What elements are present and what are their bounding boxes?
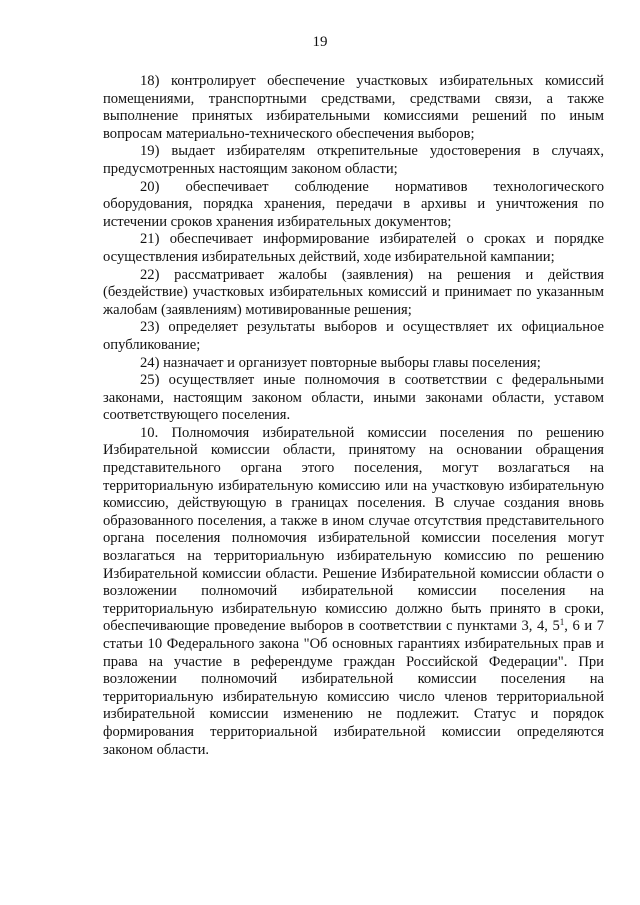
page-number: 19: [312, 34, 328, 50]
paragraph-item-25: 25) осуществляет иные полномочия в соответствии с федеральными законами, настоящим законом области, иными законами области, уставом соответствующего поселения.: [103, 372, 604, 424]
paragraph-item-18: 18) контролирует обеспечение участковых избирательных комиссий помещениями, транспортными средствами, средствами связи, а также выполнение принятых избирательными комиссиями решений по иным вопросам материально-технического обеспечения выборов;: [103, 73, 604, 142]
paragraph-item-21: 21) обеспечивает информирование избирателей о сроках и порядке осуществления избирательных действий, ходе избирательной кампании;: [103, 231, 604, 265]
paragraph-item-19: 19) выдает избирателям открепительные удостоверения в случаях, предусмотренных настоящим законом области;: [103, 143, 604, 177]
article-10-text-part2: , 6 и 7 статьи 10 Федерального закона "Об основных гарантиях избирательных прав и права на участие в референдуме граждан Российской Федерации". При возложении полномочий избирательной комиссии поселения на территориальную избирательную комиссию число членов территориальной избирательной комиссии изменению не подлежит. Статус и порядок формирования территориальной избирательной комиссии определяются законом области.: [103, 618, 605, 758]
article-10-text-part1: 10. Полномочия избирательной комиссии поселения по решению Избирательной комиссии области, принятому на основании обращения представительного органа этого поселения, могут возлагаться на территориальную избирательную комиссию или на участковую избирательную комиссию, действующую в границах поселения. В случае создания вновь образованного поселения, а также в ином случае отсутствия представительного органа поселения полномочия избирательной комиссии поселения могут возлагаться на территориальную избирательную комиссию по решению Избирательной комиссии области. Решение Избирательной комиссии области о возложении полномочий избирательной комиссии поселения на территориальную избирательную комиссию должно быть принято в сроки, обеспечивающие проведение выборов в соответствии с пунктами 3, 4, 5: [103, 424, 604, 635]
paragraph-item-24: 24) назначает и организует повторные выборы главы поселения;: [140, 354, 541, 371]
document-body: [103, 73, 604, 759]
paragraph-item-20: 20) обеспечивает соблюдение нормативов технологического оборудования, порядка хранения, передачи в архивы и уничтожения по истечении сроков хранения избирательных документов;: [103, 178, 604, 230]
paragraph-item-22: 22) рассматривает жалобы (заявления) на решения и действия (бездействие) участковых избирательных комиссий и принимает по указанным жалобам (заявлениям) мотивированные решения;: [103, 266, 604, 318]
article-10-paragraph: [103, 425, 604, 759]
superscript-marker: 1: [559, 617, 565, 628]
paragraph-item-23: 23) определяет результаты выборов и осуществляет их официальное опубликование;: [103, 319, 604, 353]
